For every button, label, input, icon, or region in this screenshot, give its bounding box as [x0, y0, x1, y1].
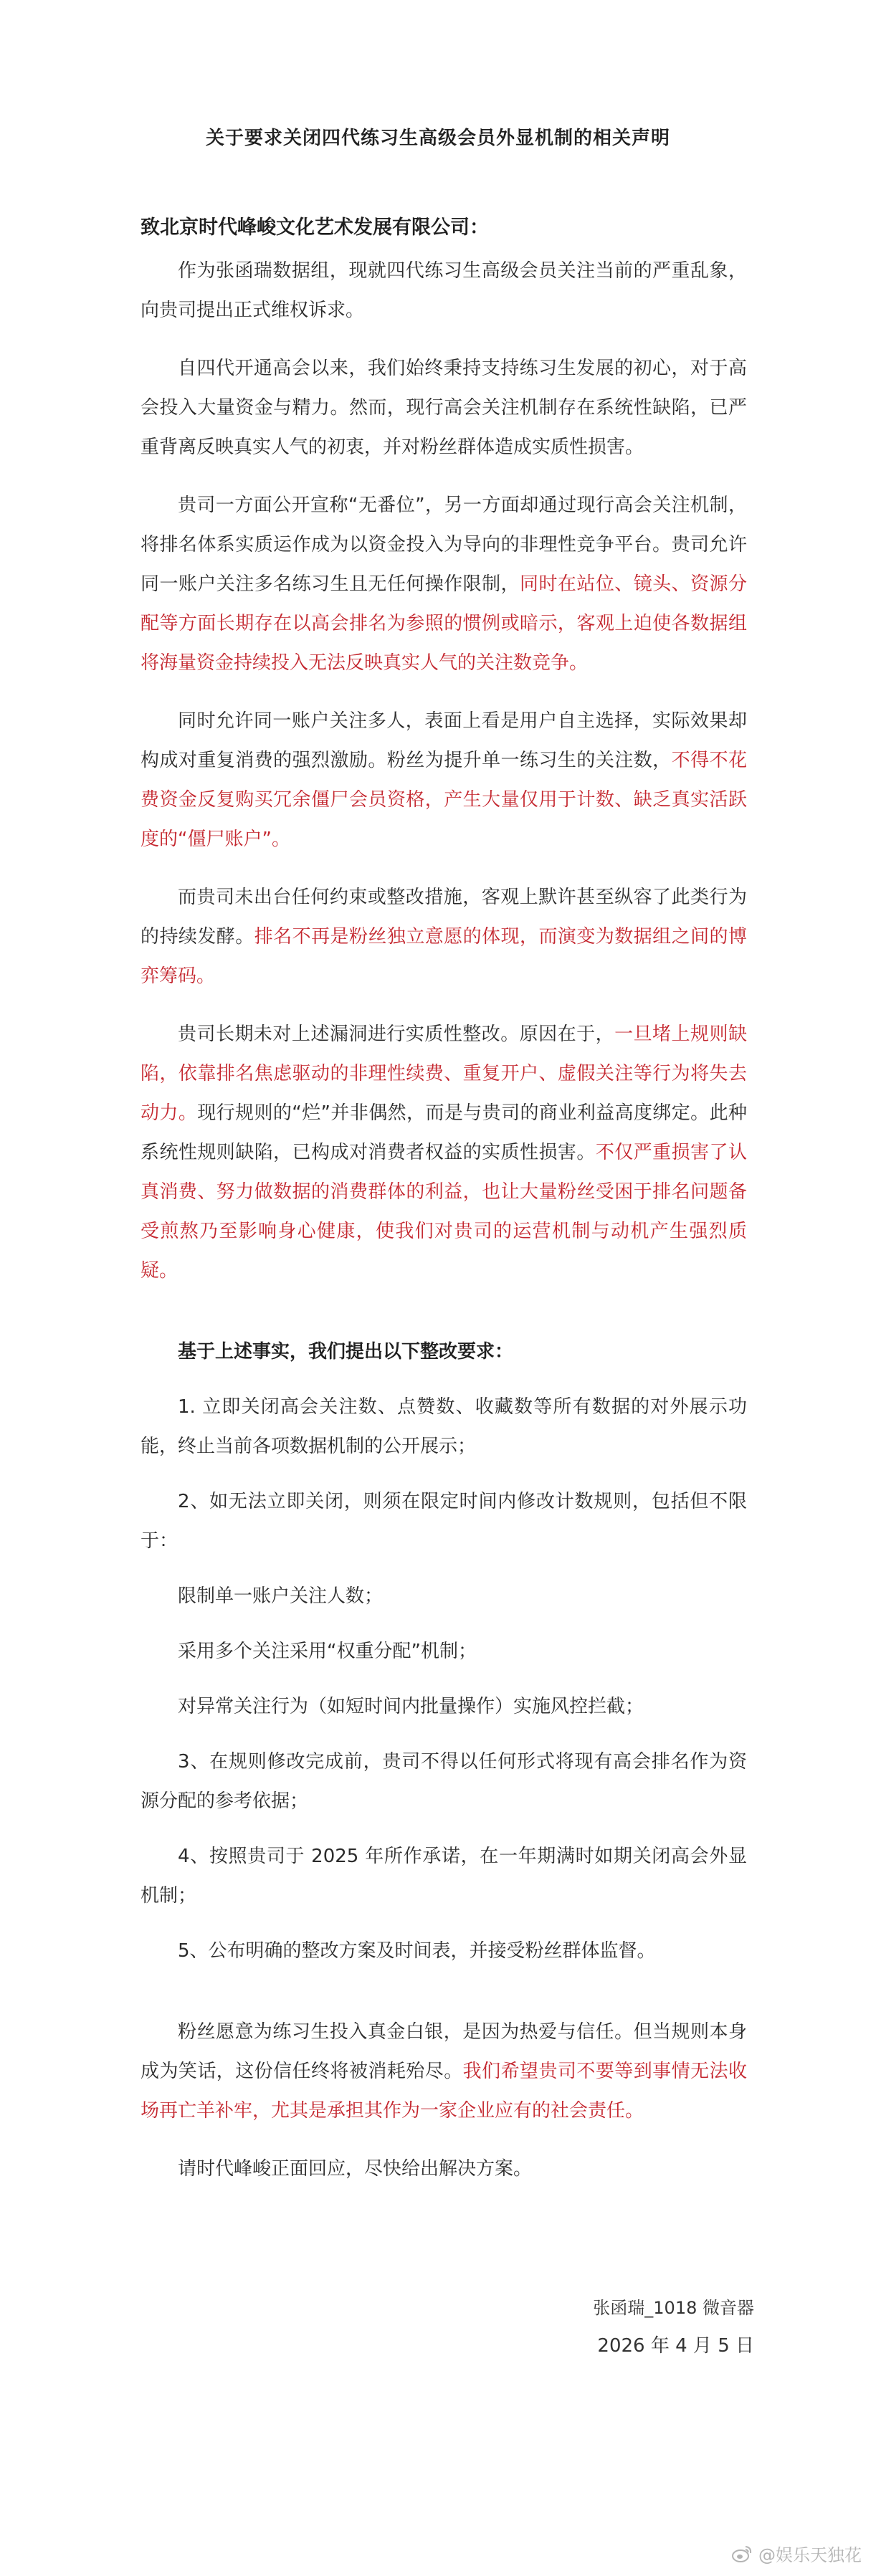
paragraph-2: [141, 349, 747, 467]
document-title: 关于要求关闭四代练习生高级会员外显机制的相关声明: [205, 128, 670, 149]
paragraph-text: 同时允许同一账户关注多人，表面上看是用户自主选择，实际效果却构成对重复消费的强烈激励。粉丝为提升单一练习生的关注数，: [141, 710, 747, 771]
paragraph-1: [141, 252, 747, 330]
signature-date: 2026 年 4 月 5 日: [597, 2335, 754, 2357]
statement-paragraphs: [141, 252, 747, 1291]
paragraph-highlight-text: 同时在站位、镜头、资源分配等方面长期存在以高会排名为参照的惯例或暗示，客观上迫使各数据组将海量资金持续投入无法反映真实人气的关注数竞争。: [141, 573, 747, 674]
final-request: 请时代峰峻正面回应，尽快给出解决方案。: [178, 2158, 533, 2180]
paragraph-highlight-text: 一旦堵上规则缺陷，依靠排名焦虑驱动的非理性续费、重复开户、虚假关注等行为将失去动力。: [141, 1024, 747, 1124]
requirement-item: 4、按照贵司于 2025 年所作承诺，在一年期满时如期关闭高会外显机制；: [141, 1846, 747, 1907]
document-body: [141, 208, 747, 2208]
requirement-subitem: 对异常关注行为（如短时间内批量操作）实施风控拦截；: [178, 1696, 644, 1717]
closing-highlight-text: 我们希望贵司不要等到事情无法收场再亡羊补牢，尤其是承担其作为一家企业应有的社会责任。: [141, 2061, 747, 2122]
requirement-item: 2、如无法立即关闭，则须在限定时间内修改计数规则，包括但不限于：: [141, 1491, 747, 1552]
requirements-heading: 基于上述事实，我们提出以下整改要求：: [178, 1341, 514, 1363]
requirement-item: 1. 立即关闭高会关注数、点赞数、收藏数等所有数据的对外展示功能，终止当前各项数据机制的公开展示；: [141, 1396, 747, 1457]
paragraph-text: 自四代开通高会以来，我们始终秉持支持练习生发展的初心，对于高会投入大量资金与精力。然而，现行高会关注机制存在系统性缺陷，已严重背离反映真实人气的初衷，并对粉丝群体造成实质性损害。: [141, 358, 747, 458]
signature: 张函瑞_1018 微音器: [593, 2298, 754, 2318]
paragraph-3: [141, 486, 747, 683]
watermark-text: @娱乐天独花: [758, 2545, 862, 2565]
paragraph-text: 贵司一方面公开宣称“无番位”，另一方面却通过现行高会关注机制，将排名体系实质运作成为以资金投入为导向的非理性竞争平台。贵司允许同一账户关注多名练习生且无任何操作限制，: [141, 495, 747, 595]
paragraph-highlight-text: 不仅严重损害了认真消费、努力做数据的消费群体的利益，也让大量粉丝受困于排名问题备受煎熬乃至影响身心健康，使我们对贵司的运营机制与动机产生强烈质疑。: [141, 1142, 747, 1282]
requirement-item: 3、在规则修改完成前，贵司不得以任何形式将现有高会排名作为资源分配的参考依据；: [141, 1751, 747, 1812]
paragraph-text: 而贵司未出台任何约束或整改措施，客观上默许甚至纵容了此类行为的持续发酵。: [141, 887, 747, 948]
addressee: 致北京时代峰峻文化艺术发展有限公司：: [141, 216, 489, 239]
requirement-subitem: 限制单一账户关注人数；: [178, 1585, 384, 1607]
paragraph-text: 作为张函瑞数据组，现就四代练习生高级会员关注当前的严重乱象，向贵司提出正式维权诉求。: [141, 260, 747, 321]
requirement-subitem: 采用多个关注采用“权重分配”机制；: [178, 1641, 477, 1662]
paragraph-highlight-text: 不得不花费资金反复购买冗余僵尸会员资格，产生大量仅用于计数、缺乏真实活跃度的“僵尸账户”。: [141, 750, 747, 850]
paragraph-highlight-text: 排名不再是粉丝独立意愿的体现，而演变为数据组之间的博弈筹码。: [141, 926, 747, 987]
closing-paragraph: [141, 2013, 747, 2131]
closing-text: 粉丝愿意为练习生投入真金白银，是因为热爱与信任。但当规则本身成为笑话，这份信任终将被消耗殆尽。: [141, 2021, 747, 2082]
paragraph-6: [141, 1015, 747, 1291]
requirements-list: [141, 1388, 747, 1971]
watermark: [731, 2541, 862, 2566]
paragraph-4: [141, 702, 747, 859]
weibo-icon: [731, 2544, 753, 2563]
paragraph-5: [141, 878, 747, 996]
requirement-item: 5、公布明确的整改方案及时间表，并接受粉丝群体监督。: [178, 1940, 656, 1962]
paragraph-text: 贵司长期未对上述漏洞进行实质性整改。原因在于，: [178, 1024, 615, 1045]
paragraph-text: 现行规则的“烂”并非偶然，而是与贵司的商业利益高度绑定。此种系统性规则缺陷，已构成对消费者权益的实质性损害。: [141, 1102, 747, 1163]
